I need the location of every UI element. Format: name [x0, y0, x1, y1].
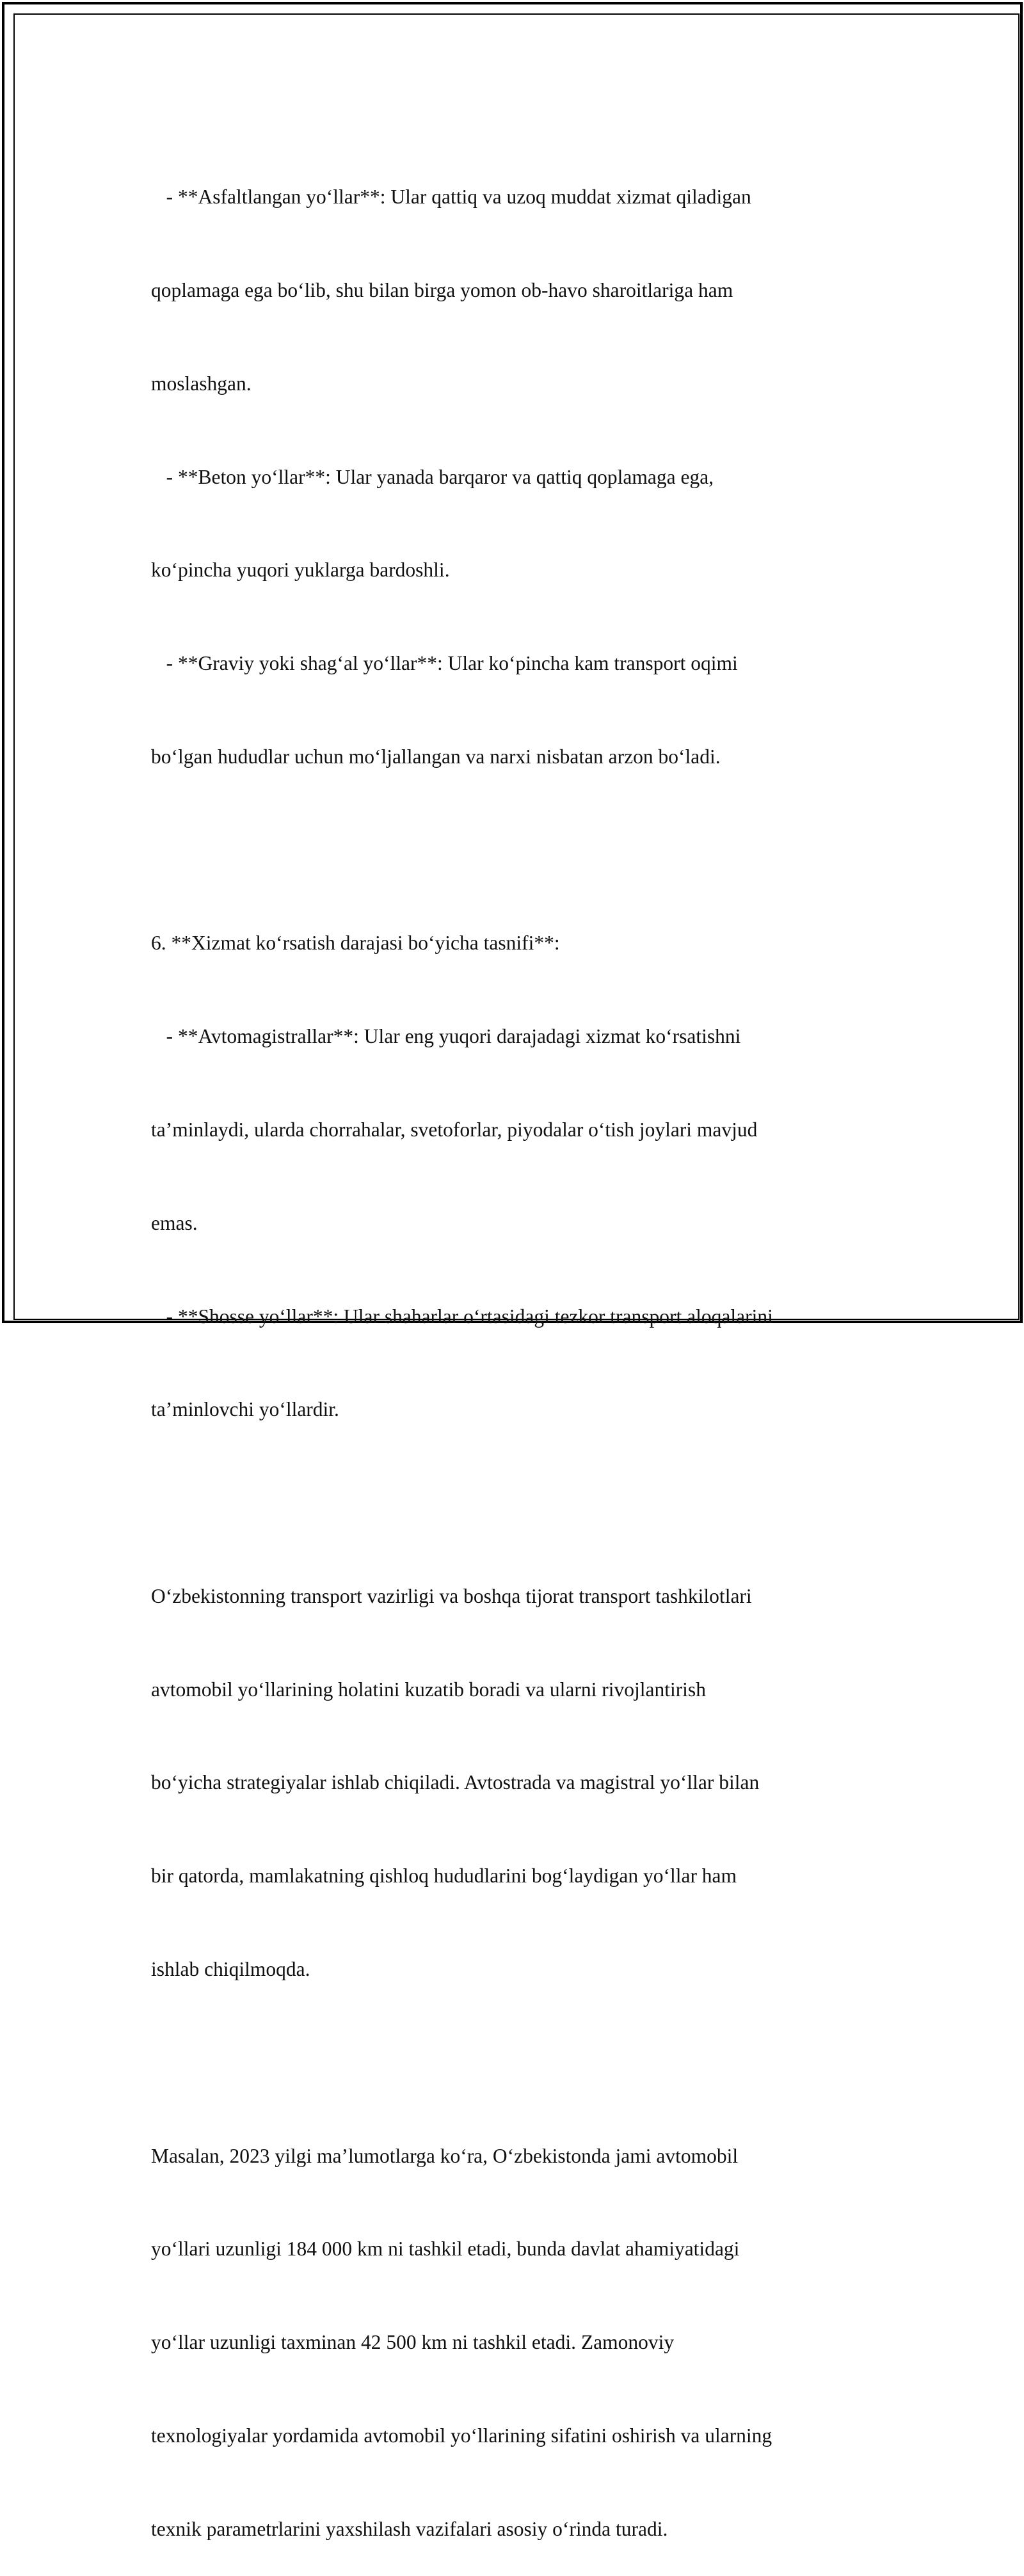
- text-line: Masalan, 2023 yilgi ma’lumotlarga ko‘ra, O‘zbekistonda jami avtomobil: [151, 2144, 739, 2167]
- text-line: moslashgan.: [151, 372, 252, 395]
- text-line: yo‘llar uzunligi taxminan 42 500 km ni tashkil etadi. Zamonoviy: [151, 2331, 675, 2354]
- text-line: bo‘yicha strategiyalar ishlab chiqiladi. Avtostrada va magistral yo‘llar bilan: [151, 1771, 760, 1794]
- text-line: - **Shosse yo‘llar**: Ular shaharlar o‘rtasidagi tezkor transport aloqalarini: [151, 1305, 773, 1328]
- text-line: O‘zbekistonning transport vazirligi va boshqa tijorat transport tashkilotlari: [151, 1584, 752, 1607]
- text-line: - **Avtomagistrallar**: Ular eng yuqori darajadagi xizmat ko‘rsatishni: [151, 1025, 741, 1048]
- text-line: avtomobil yo‘llarining holatini kuzatib boradi va ularni rivojlantirish: [151, 1678, 706, 1701]
- blank-line: [151, 1488, 881, 1519]
- text-line: bir qatorda, mamlakatning qishloq hududlarini bog‘laydigan yo‘llar ham: [151, 1864, 737, 1888]
- text-line: yo‘llari uzunligi 184 000 km ni tashkil etadi, bunda davlat ahamiyatidagi: [151, 2238, 740, 2261]
- text-line: - **Beton yo‘llar**: Ular yanada barqaror va qattiq qoplamaga ega,: [151, 465, 714, 488]
- blank-line: [151, 2047, 881, 2079]
- text-line: emas.: [151, 1211, 198, 1234]
- text-line: ta’minlaydi, ularda chorrahalar, svetoforlar, piyodalar o‘tish joylari mavjud: [151, 1118, 758, 1141]
- text-line: qoplamaga ega bo‘lib, shu bilan birga yomon ob-havo sharoitlariga ham: [151, 278, 733, 301]
- text-line: 6. **Xizmat ko‘rsatish darajasi bo‘yicha tasnifi**:: [151, 932, 560, 955]
- text-line: ta’minlovchi yo‘llardir.: [151, 1398, 339, 1421]
- text-line: ko‘pincha yuqori yuklarga bardoshli.: [151, 559, 450, 582]
- text-line: ishlab chiqilmoqda.: [151, 1958, 310, 1981]
- text-line: - **Asfaltlangan yo‘llar**: Ular qattiq va uzoq muddat xizmat qiladigan: [151, 186, 751, 209]
- blank-line: [151, 835, 881, 866]
- text-line: texnologiyalar yordamida avtomobil yo‘llarining sifatini oshirish va ularning: [151, 2424, 772, 2447]
- text-line: bo‘lgan hududlar uchun mo‘ljallangan va narxi nisbatan arzon bo‘ladi.: [151, 745, 721, 768]
- document-body: [151, 120, 881, 2576]
- text-line: texnik parametrlarini yaxshilash vazifalari asosiy o‘rinda turadi.: [151, 2517, 668, 2540]
- text-line: - **Graviy yoki shag‘al yo‘llar**: Ular ko‘pincha kam transport oqimi: [151, 652, 738, 675]
